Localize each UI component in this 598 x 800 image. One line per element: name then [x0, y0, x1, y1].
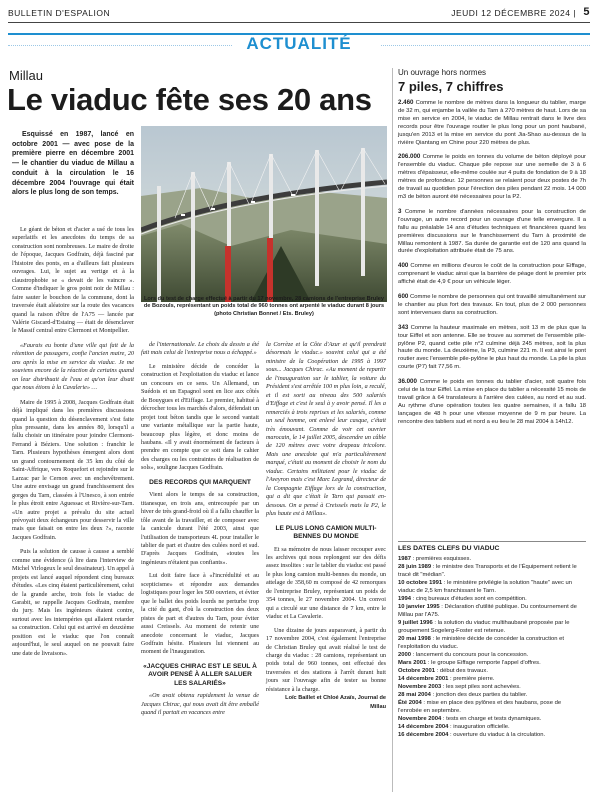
date-label: 14 décembre 2001 [398, 676, 449, 682]
date-text: : ouverture du viaduc à la circulation. [448, 732, 546, 738]
date-text: : le ministre des Transports et de l'Équipement retient le tracé dit "médian". [398, 564, 577, 578]
figure-number: 400 [398, 262, 409, 270]
viaduct-illustration [141, 126, 387, 302]
date-label: 2000 [398, 652, 412, 658]
date-text: : lancement du concours pour la concession. [411, 652, 529, 658]
date-label: Octobre 2001 [398, 668, 436, 674]
sidebar-separator [392, 68, 393, 792]
date-entry [398, 675, 586, 683]
paragraph: Vient alors le temps de sa construction, titanesque, en trois ans, entrecoupée par un hiver de très grand-froid où il a fallu chauffer la tôle avant de la travailler, et de composer avec la canicule durant l'été 2003, ainsi que l'utilisation de transporteurs 4L pour installer le tablier de part et d'autre des culées nord et sud. D'après Jacques Godfrain, «toutes les ingénieurs n'étaient pas confiants». [141, 492, 259, 566]
date-text: : première pierre. [448, 676, 495, 682]
date-text: : le ministère décide de concéder la construction et l'exploitation du viaduc. [398, 636, 565, 650]
paragraph: Le ministère décide de concéder la construction et l'exploitation du viaduc et lance un concours en ce sens. Un Allemand, un Suédois et un Espagnol sont en lice aux côtés de Bouygues et d'Eiffage. Le premier, habitué à décrocher tous les marchés d'alors, défendait un projet tout béton tandis que le second vantait une variante métallique sur la partie haute, beaucoup plus légère, et donc moins de haubans. «Il y avait énormément de facteurs à prendre en compte que ce soit dans le cahier des charges ou les contraintes de réalisation de sols», souligne Jacques Godfrain. [141, 363, 259, 472]
date-entry [398, 723, 586, 731]
figure-number: 600 [398, 293, 409, 301]
quote-paragraph: «Faurais eu honte d'une ville qui fait de la rétention de passagers, confie l'ancien maire, 20 ans après la mise en service du viaduc. Je me souviens encore de la réaction de certains quand on leur distribuait de l'eau et qu'on leur disait que nous étions à la Cavalerie» … [12, 342, 134, 392]
figure-item [398, 99, 586, 147]
quote-paragraph: de l'internationale. Le choix du dessin a été fait mais celui de l'entreprise nous a échappé.» [141, 342, 259, 357]
date-entry [398, 659, 586, 667]
date-label: 28 juin 1989 [398, 564, 432, 570]
figure-text: Comme le nombre de personnes qui ont travaillé simultanément sur le chantier au plus fort des travaux. En tout, plus de 2 000 personnes sont intervenues dans sa construction. [398, 294, 587, 316]
paragraph: Lui doit faire face à «l'incrédulité et au scepticisme» et répondre aux demandes logistiques pour loger les 500 ouvriers, et éviter que le ballet des poids lourds ne perturbe trop la cité du gant, d'où la construction des deux pistes de part et d'autres du Tarn, pour éviter aussi Creissels. Au moment de retenir une anecdote concernant le viaduc, Jacques Godfrain hésite. Plusieurs lui viennent au moment de l'inauguration. [141, 573, 259, 656]
figure-item [398, 324, 586, 372]
date-label: 10 octobre 1991 [398, 580, 443, 586]
page-header [8, 6, 590, 20]
section-band [8, 33, 590, 57]
paragraph: Et sa mémoire de nous laisser recouper avec les archives qui nous replongent sur des défis assez insolites : sur le tablier du viaduc est passé le plus long camion multi-bennes du monde, un attelage de 358,60 m composé de 42 remorques de l'entreprise Bruley, représentant un poids de 354 tonnes, le 27 novembre 2004. Un convoi qui a circulé sur une distance de 7 km, entre le viaduc et La Cavalerie. [266, 546, 386, 621]
figure-item [398, 262, 586, 287]
date-label: 10 janvier 1995 [398, 604, 440, 610]
date-label: 1994 [398, 596, 412, 602]
quote-paragraph: «On avait obtenu rapidement la venue de Jacques Chirac, qui nous avait dit être emballé quand il partait en vacances entre [141, 693, 259, 717]
figure-number: 3 [398, 207, 402, 215]
date-label: 28 mai 2004 [398, 692, 431, 698]
date-text: : le groupe Eiffage remporte l'appel d'offres. [426, 660, 541, 666]
article-headline: Le viaduc fête ses 20 ans [7, 82, 372, 117]
date-label: Été 2004 [398, 700, 422, 706]
date-text: : jonction des deux parties du tablier. [430, 692, 528, 698]
date-text: : mise en place des pylônes et des haubans, pose de l'enrobée en septembre. [398, 700, 562, 714]
figure-text: Comme le poids en tonnes du volume de béton déployé pour l'ensemble du viaduc. Chaque pile repose sur une semelle de 3 à 6 mètres d'épaisseur, elle-même coulée sur 4 puits de fondation de 9 à 18 mètres de profondeur. 12 personnes se relaient pour deux postes de 7h de travail au quotidien pour l'érection des piles pendant 22 mois. 14 000 m3 de béton auront été nécessaires pour la P2. [398, 154, 587, 200]
article-column-1 [12, 226, 134, 658]
date-entry [398, 699, 586, 715]
header-rule [8, 22, 590, 23]
date-entry [398, 731, 586, 739]
date-text: : premières esquisses. [411, 556, 472, 562]
date-text: : Déclaration d'utilité publique. Du contournement de Millau par l'A75. [398, 604, 577, 618]
key-dates-title: LES DATES CLEFS DU VIADUC [398, 541, 586, 553]
article-column-3 [266, 341, 386, 711]
date-text: : début des travaux. [435, 668, 488, 674]
subheading: DES RECORDS QUI MARQUENT [149, 478, 251, 486]
section-title: ACTUALITÉ [246, 34, 352, 53]
issue-date: JEUDI 12 DÉCEMBRE 2024 | [451, 8, 576, 18]
figure-item [398, 378, 586, 426]
figure-item [398, 153, 586, 201]
viaduct-photo [141, 126, 387, 302]
paragraph: Maire de 1995 à 2008, Jacques Godfrain était déjà impliqué dans les premières discussions quand la question du désenclavement s'est faite plus pressante, dans les années 80, lorsqu'il a fallu choisir un itinéraire pour joindre Clermont-Ferrand à Béziers. Une solution : franchir le Tarn. Plusieurs hypothèses émergent alors dont un grand contournement de 35 km du côté de Saint-Affrique, vers Roquefort et rejoindre sur le Larzac par le Cernon avec un enchevêtrement. Une autre envisage un grand franchissement des gorges du Tarn, classées à l'Unesco, à son entrée le plus étroit entre Aguessac et Rivière-sur-Tarn. «Un autre projet a prévalu du site actuel prévoyait deux échangeurs pour desservir la ville mais que faisait on entre les deux ?», raconte Jacques Godfrain. [12, 399, 134, 541]
date-text: : cinq bureaux d'études sont en compétition. [411, 596, 527, 602]
paragraph: Le géant de béton et d'acier a usé de tous les superlatifs et les anecdotes du temps de sa construction sont nombreuses. Le maire de droite de l'époque, Jacques Godfrain, déjà fasciné par l'histoire des ponts, en a d'ailleurs fait plusieurs ouvrages. Lui, le sujet au vertige et à la claustrophobie se « devait de les vaincre ». Comme d'indiquer le gros point noir de Millau : faire sauter le bouchon de la commune, dont la traversée était aléatoire sur la route des vacances quand la raison d'être de l'A75 — lancée par Valérie Giscard-d'Estaing — était de désenclaver le Massif central entre Clermont et Montpellier. [12, 227, 134, 335]
publication-name: BULLETIN D'ESPALION [8, 8, 111, 18]
figure-text: Comme en millions d'euros le coût de la construction pour Eiffage, comprenant le viaduc ainsi que la barrière de péage dont le premier prix affiché était de 4,9 € pour un véhicule léger. [398, 263, 586, 286]
key-dates-box [398, 541, 586, 739]
figure-number: 206.000 [398, 153, 421, 161]
paragraph: Une dizaine de jours auparavant, à partir du 17 novembre 2004, c'est également l'entreprise de Christian Bruley qui avait réalisé le test de charge du viaduc : 28 camions, représentant un poids total de 960 tonnes, ont effectué des traversées et des stations à l'arrêt durant huit jours sur l'ouvrage afin de tester sa bonne résistance à la charge. [266, 627, 386, 693]
date-label: Novembre 2004 [398, 716, 442, 722]
date-label: Mars 2001 [398, 660, 427, 666]
date-label: 1987 [398, 556, 412, 562]
figure-item [398, 208, 586, 256]
quote-paragraph: la Corrèze et la Côte d'Azur et qu'il prendrait désormais le viaduc.» souvint celui qui a été ministre de la Coopération de 1995 à 1997 sous... Jacques Chirac. «Au moment de repartir de l'inauguration sur le tablier, la voiture du Président s'est arrêtée 100 m plus loin, a reculé, et il est sorti au niveau des 500 salariés d'Eiffage et c'est le seul à y avoir pensé. Il les a remerciés à trois reprises et les salariés, comme un seul homme, ont enlevé leur casque, c'était très émouvant. Comme de voir cet ouvrier marocain, le 14 juillet 2005, descendre un câble de 120 mètres avec votre drapeau tricolore. Mais une anecdote qui m'a particulièrement marqué, c'était au moment de choisir le nom du viaduc. Certains militaient pour le viaduc de l'Aveyron mais c'est Marc Legrand, directeur de la Compagnie Eiffage lors de la construction, qui a dit que c'était le Tarn qui passait en-dessous. On a pensé à Creissels mais la P2, le plus haute est à Millau». [266, 342, 386, 518]
subheading: «JACQUES CHIRAC EST LE SEUL À AVOIR PENSÉ À ALLER SALUER LES SALARIÉS» [143, 662, 257, 687]
date-entry [398, 691, 586, 699]
figure-text: Comme le nombre d'années nécessaires pour la construction de l'ouvrage, un autre record pour un ouvrage d'une telle envergure. Il a fallu au préalable 14 ans d'études techniques et financières quand les premières discussions sur le franchissement du Tarn à proximité de Millau remontent à 1987. Sa durée de garantie est de 120 ans quand la durée d'exploitation attribuée était de 75 ans. [398, 208, 587, 255]
date-text: : tests en charge et tests dynamiques. [441, 716, 542, 722]
date-text: : le ministère privilégie la solution "haute" avec un viaduc de 2,5 km franchissant le Tarn. [398, 580, 573, 594]
article-kicker: Millau [9, 68, 43, 83]
date-entry [398, 595, 586, 603]
date-text: : la solution du viaduc multihaubané proposée par le groupement Sogelerg-Foster est retenue. [398, 620, 570, 634]
date-entry [398, 667, 586, 675]
date-entry [398, 635, 586, 651]
date-entry [398, 683, 586, 691]
sidebar-kicker: Un ouvrage hors normes [398, 68, 487, 77]
article-column-2 [141, 341, 259, 718]
byline: Loïc Baillet et Chloé Azaïs, Journal de Millau [285, 695, 386, 710]
paragraph: Puis la solution de causse à causse a semblé comme une évidence (à lire dans l'interview de Michel Virlogeux le seul dessinateur). Un appel à projets est lancé auquel répondent cinq bureaux d'études. «Les cinq étaient particulièrement, celui de la grande arche, trois fois le viaduc de Garabit, se rappelle Jacques Godfrain, membre du jury. Mais les ingénieurs étaient contre, surtout avec les intempéries qui allaient retarder sa construction. Celui qui est arrivé en deuxième position est le viaduc que l'on connaît aujourd'hui, le seul auquel on ne pouvait faire une date de livraison». [12, 549, 134, 657]
date-label: Novembre 2003 [398, 684, 442, 690]
page-number: 5 [583, 6, 590, 18]
figure-text: Comme le poids en tonnes du tablier d'acier, soit quatre fois celui de la tour Eiffel. La mise en place du tablier a nécessité 15 mois de travail grâce à 64 translateurs à l'arrière des culées, au nord et au sud. Au rythme d'une opération toutes les quatre semaines, il a fallu 18 lançages de 48 h pour une vitesse moyenne de 9 m par heure. La rencontre des tabliers sud et nord a eu lieu le 28 mai 2004 à 14h12. [398, 379, 587, 425]
date-entry [398, 715, 586, 723]
figure-number: 36.000 [398, 378, 417, 386]
date-entry [398, 603, 586, 619]
photo-caption: Lors du test de charge effectué à partir du 17 novembre, 28 camions de l'entreprise Bruley de Bozouls, représentant un poids total de 960 tonnes ont arpenté le viaduc durant 8 jours (photo Christian Bonnet / Ets. Bruley) [143, 296, 385, 317]
figure-item [398, 293, 586, 318]
date-entry [398, 555, 586, 563]
figure-number: 2.460 [398, 99, 414, 106]
date-entry [398, 579, 586, 595]
sidebar-title: 7 piles, 7 chiffres [398, 79, 504, 94]
date-label: 16 décembre 2004 [398, 732, 449, 738]
figure-text: Comme la hauteur maximale en mètres, soit 13 m de plus que la tour Eiffel et son antenne. Elle se trouve au sommet de l'ensemble pile-pylône P2, quand cette pile n°2 culmine déjà 245 mètres, soit la plus haute du monde. La deuxième, la P3, culmine 221 m. Il est ainsi le pont routier avec l'ensemble pile-pylône le plus haut du monde. La pile la plus courte (P7) fait 77,56 m. [398, 324, 587, 371]
figure-text: Comme le nombre de mètres dans la longueur du tablier, marge de 32 m, qui enjambe la vallée du Tarn à 270 mètres de haut. Lors de sa mise en service en 2004, le viaduc de Millau rentrait dans le livre des records pour être l'ouvrage routier le plus long pour un pont haubané, jusqu'en 2013 et la mise en service du pont Jia-Shao au-dessus de la rivière Qiantang en Chine pour 220 mètres de plus. [398, 100, 586, 146]
article-lead: Esquissé en 1987, lancé en octobre 2001 — avec pose de la première pierre en décembre 2001 — le chantier du viaduc de Millau a conduit à la circulation le 16 décembre 2004 l'ouvrage qui était alors le plus long de son temps. [12, 131, 134, 197]
date-entry [398, 651, 586, 659]
figure-number: 343 [398, 323, 409, 331]
date-text: : inauguration officielle. [448, 724, 510, 730]
date-label: 9 juillet 1996 [398, 620, 433, 626]
sidebar-figures [398, 99, 586, 433]
date-text: : les sept piles sont achevées. [441, 684, 521, 690]
date-entry [398, 619, 586, 635]
date-label: 14 décembre 2004 [398, 724, 449, 730]
subheading: LE PLUS LONG CAMION MULTI-BENNES DU MONDE [275, 524, 377, 541]
date-label: 20 mai 1998 [398, 636, 431, 642]
date-entry [398, 563, 586, 579]
